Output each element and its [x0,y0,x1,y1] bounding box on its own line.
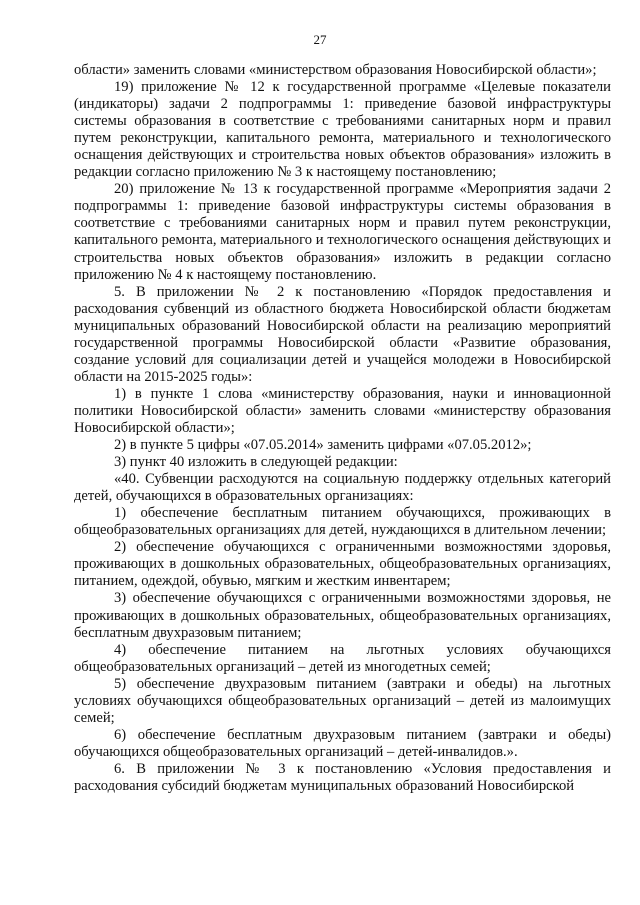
paragraph: 1) в пункте 1 слова «министерству образования, науки и инновационной политики Новосибирской области» заменить словами «министерству образования Новосибирской области»; [74,385,611,436]
paragraph: 3) обеспечение обучающихся с ограниченными возможностями здоровья, не проживающих в дошкольных образовательных, общеобразовательных организациях, бесплатным двухразовым питанием; [74,590,611,641]
paragraph: 5) обеспечение двухразовым питанием (завтраки и обеды) на льготных условиях обучающихся общеобразовательных организаций – детей из малоимущих семей; [74,675,611,726]
paragraph: 6) обеспечение бесплатным двухразовым питанием (завтраки и обеды) обучающихся общеобразовательных организаций – детей-инвалидов.». [74,726,611,760]
paragraph: 4) обеспечение питанием на льготных условиях обучающихся общеобразовательных организаций – детей из многодетных семей; [74,641,611,675]
paragraph: 2) в пункте 5 цифры «07.05.2014» заменить цифрами «07.05.2012»; [114,437,532,454]
paragraph: 19) приложение № 12 к государственной программе «Целевые показатели (индикаторы) задачи 2 подпрограммы 1: приведение базовой инфраструктуры системы образования в соответствие с требованиями санитарных норм и правил путем реконструкции, капитального ремонта, материального и технологического оснащения действующих и строительства новых объектов образования» изложить в редакции согласно приложению № 3 к настоящему постановлению; [74,79,611,181]
paragraph: 6. В приложении № 3 к постановлению «Условия предоставления и расходования субсидий бюджетам муниципальных образований Новосибирской [74,760,611,794]
paragraph: 1) обеспечение бесплатным питанием обучающихся, проживающих в общеобразовательных организациях для детей, нуждающихся в длительном лечении; [74,505,611,539]
paragraph: 3) пункт 40 изложить в следующей редакции: [114,454,398,471]
paragraph: 2) обеспечение обучающихся с ограниченными возможностями здоровья, проживающих в дошкольных образовательных, общеобразовательных организациях, питанием, одеждой, обувью, мягким и жестким инвентарем; [74,539,611,590]
document-body [74,62,611,795]
paragraph: 20) приложение № 13 к государственной программе «Мероприятия задачи 2 подпрограммы 1: приведение базовой инфраструктуры системы образования в соответствие с требованиями санитарных норм и правил путем реконструкции, капитального ремонта, материального и технологического оснащения действующих и строительства новых объектов образования» изложить в редакции согласно приложению № 4 к настоящему постановлению. [74,181,611,283]
paragraph: 5. В приложении № 2 к постановлению «Порядок предоставления и расходования субвенций из областного бюджета Новосибирской области бюджетам муниципальных образований Новосибирской области на реализацию мероприятий государственной программы Новосибирской области «Развитие образования, создание условий для социализации детей и учащейся молодежи в Новосибирской области на 2015-2025 годы»: [74,283,611,385]
paragraph: «40. Субвенции расходуются на социальную поддержку отдельных категорий детей, обучающихся в образовательных организациях: [74,471,611,505]
page-number: 27 [313,32,327,47]
paragraph: области» заменить словами «министерством образования Новосибирской области»; [74,62,597,78]
